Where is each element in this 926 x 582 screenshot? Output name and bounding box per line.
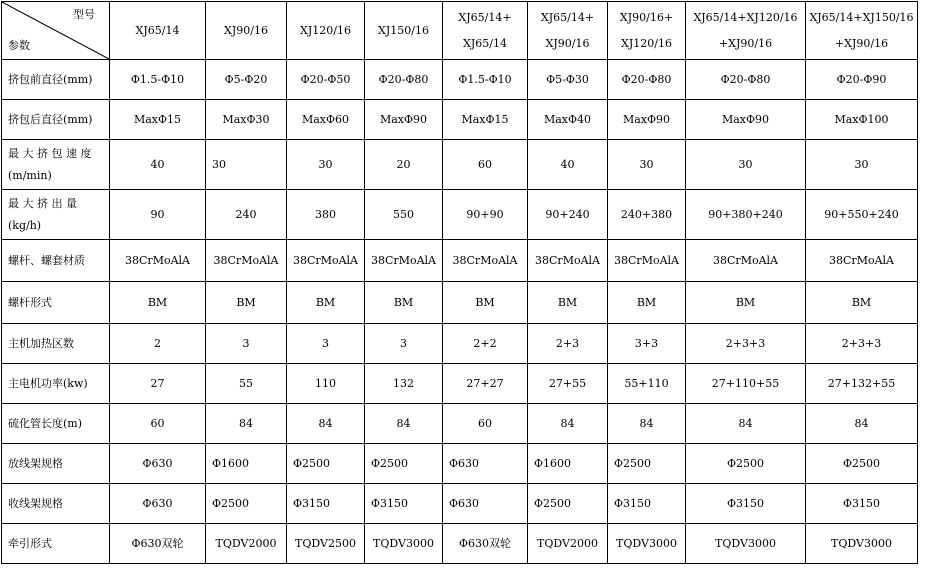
model-header-cell bbox=[206, 2, 287, 60]
value-cell: BM bbox=[110, 282, 206, 324]
value-cell: 84 bbox=[365, 404, 443, 444]
param-label-cell bbox=[2, 282, 110, 324]
value-cell: Φ630 bbox=[443, 484, 528, 524]
model-header-cell bbox=[287, 2, 365, 60]
param-label-cell bbox=[2, 100, 110, 140]
value-cell: TQDV3000 bbox=[806, 524, 918, 564]
value-cell: TQDV2000 bbox=[206, 524, 287, 564]
value-cell: Φ2500 bbox=[528, 484, 608, 524]
param-unit: (m/min) bbox=[8, 168, 52, 182]
param-label-cell bbox=[2, 324, 110, 364]
value-cell: Φ20-Φ80 bbox=[608, 60, 686, 100]
value-cell: MaxΦ15 bbox=[110, 100, 206, 140]
model-header-cell bbox=[806, 2, 918, 60]
value-cell: 38CrMoAlA bbox=[528, 240, 608, 282]
value-cell: BM bbox=[443, 282, 528, 324]
value-cell: 84 bbox=[206, 404, 287, 444]
value-cell: Φ630 bbox=[110, 484, 206, 524]
value-cell: Φ630 bbox=[443, 444, 528, 484]
value-cell: 55+110 bbox=[608, 364, 686, 404]
value-cell: Φ20-Φ90 bbox=[806, 60, 918, 100]
value-cell: Φ2500 bbox=[206, 484, 287, 524]
value-cell: Φ3150 bbox=[608, 484, 686, 524]
value-cell: MaxΦ30 bbox=[206, 100, 287, 140]
value-cell: 38CrMoAlA bbox=[287, 240, 365, 282]
model-header-cell bbox=[608, 2, 686, 60]
value-cell: 90 bbox=[110, 190, 206, 240]
value-cell: TQDV3000 bbox=[365, 524, 443, 564]
table-row bbox=[2, 484, 918, 524]
value-cell: 110 bbox=[287, 364, 365, 404]
model-header-cell bbox=[365, 2, 443, 60]
value-cell: BM bbox=[528, 282, 608, 324]
value-cell: 30 bbox=[287, 140, 365, 190]
model-header-cell bbox=[443, 2, 528, 60]
param-label: 挤包前直径(mm) bbox=[8, 72, 93, 86]
value-cell: 3 bbox=[365, 324, 443, 364]
param-label: 螺杆形式 bbox=[8, 295, 52, 309]
value-cell: 38CrMoAlA bbox=[686, 240, 806, 282]
model-name-line1: XJ65/14+ bbox=[458, 10, 512, 24]
table-row bbox=[2, 282, 918, 324]
value-cell: 38CrMoAlA bbox=[443, 240, 528, 282]
value-cell: TQDV3000 bbox=[686, 524, 806, 564]
model-name-line2: XJ65/14 bbox=[463, 36, 507, 50]
value-cell: 38CrMoAlA bbox=[608, 240, 686, 282]
value-cell: Φ1600 bbox=[206, 444, 287, 484]
param-unit: (kg/h) bbox=[8, 218, 42, 232]
value-cell: Φ1.5-Φ10 bbox=[110, 60, 206, 100]
corner-model-label: 型号 bbox=[73, 8, 95, 21]
value-cell: Φ2500 bbox=[287, 444, 365, 484]
model-name-line1: XJ65/14+XJ120/16 bbox=[693, 10, 798, 24]
value-cell: Φ2500 bbox=[365, 444, 443, 484]
value-cell: TQDV3000 bbox=[608, 524, 686, 564]
value-cell: 27+110+55 bbox=[686, 364, 806, 404]
param-label: 放线架规格 bbox=[8, 456, 63, 470]
value-cell: 27 bbox=[110, 364, 206, 404]
table-row bbox=[2, 404, 918, 444]
param-label: 硫化管长度(m) bbox=[8, 416, 83, 430]
value-cell: MaxΦ90 bbox=[608, 100, 686, 140]
value-cell: BM bbox=[206, 282, 287, 324]
value-cell: Φ20-Φ50 bbox=[287, 60, 365, 100]
value-cell: Φ1.5-Φ10 bbox=[443, 60, 528, 100]
value-cell: Φ1600 bbox=[528, 444, 608, 484]
model-name-line2: XJ120/16 bbox=[621, 36, 672, 50]
corner-header-cell bbox=[2, 2, 110, 60]
value-cell: Φ3150 bbox=[287, 484, 365, 524]
value-cell: 90+90 bbox=[443, 190, 528, 240]
table-row bbox=[2, 364, 918, 404]
param-label-cell bbox=[2, 140, 110, 190]
value-cell: MaxΦ15 bbox=[443, 100, 528, 140]
model-header-cell bbox=[110, 2, 206, 60]
value-cell: 90+550+240 bbox=[806, 190, 918, 240]
value-cell: MaxΦ90 bbox=[686, 100, 806, 140]
value-cell: 84 bbox=[806, 404, 918, 444]
value-cell: Φ20-Φ80 bbox=[365, 60, 443, 100]
value-cell: 2 bbox=[110, 324, 206, 364]
value-cell: 60 bbox=[443, 140, 528, 190]
model-name-line1: XJ65/14+XJ150/16 bbox=[809, 10, 914, 24]
value-cell: 40 bbox=[110, 140, 206, 190]
param-label: 主机加热区数 bbox=[8, 336, 74, 350]
value-cell: 3 bbox=[206, 324, 287, 364]
value-cell: TQDV2000 bbox=[528, 524, 608, 564]
value-cell: 30 bbox=[806, 140, 918, 190]
value-cell: MaxΦ40 bbox=[528, 100, 608, 140]
table-row bbox=[2, 60, 918, 100]
model-name-line2: XJ90/16 bbox=[545, 36, 590, 50]
param-label: 螺杆、螺套材质 bbox=[8, 253, 85, 267]
value-cell: 3+3 bbox=[608, 324, 686, 364]
value-cell: BM bbox=[365, 282, 443, 324]
param-label-cell bbox=[2, 60, 110, 100]
value-cell: BM bbox=[287, 282, 365, 324]
value-cell: 30 bbox=[608, 140, 686, 190]
value-cell: 132 bbox=[365, 364, 443, 404]
model-name-line1: XJ150/16 bbox=[378, 23, 429, 37]
param-label-cell bbox=[2, 484, 110, 524]
value-cell: 27+132+55 bbox=[806, 364, 918, 404]
value-cell: BM bbox=[608, 282, 686, 324]
spec-table bbox=[1, 1, 918, 564]
value-cell: 550 bbox=[365, 190, 443, 240]
table-row bbox=[2, 190, 918, 240]
value-cell: 90+240 bbox=[528, 190, 608, 240]
value-cell: 38CrMoAlA bbox=[365, 240, 443, 282]
header-row bbox=[2, 2, 918, 60]
value-cell: MaxΦ90 bbox=[365, 100, 443, 140]
table-row bbox=[2, 444, 918, 484]
model-name-line1: XJ90/16 bbox=[224, 23, 268, 37]
table-row bbox=[2, 240, 918, 282]
value-cell: 240+380 bbox=[608, 190, 686, 240]
value-cell: Φ2500 bbox=[608, 444, 686, 484]
value-cell: Φ5-Φ20 bbox=[206, 60, 287, 100]
model-name-line2: +XJ90/16 bbox=[718, 36, 773, 50]
value-cell: MaxΦ60 bbox=[287, 100, 365, 140]
param-label: 最 大 挤 出 量 bbox=[8, 196, 77, 210]
value-cell: 84 bbox=[528, 404, 608, 444]
value-cell: Φ2500 bbox=[686, 444, 806, 484]
value-cell: 2+3+3 bbox=[686, 324, 806, 364]
value-cell: Φ5-Φ30 bbox=[528, 60, 608, 100]
value-cell: 2+3+3 bbox=[806, 324, 918, 364]
param-label: 牵引形式 bbox=[8, 536, 52, 550]
value-cell: 38CrMoAlA bbox=[206, 240, 287, 282]
value-cell: 84 bbox=[287, 404, 365, 444]
value-cell: 20 bbox=[365, 140, 443, 190]
value-cell: 84 bbox=[686, 404, 806, 444]
param-label: 挤包后直径(mm) bbox=[8, 112, 93, 126]
value-cell: BM bbox=[686, 282, 806, 324]
value-cell: BM bbox=[806, 282, 918, 324]
param-label-cell bbox=[2, 240, 110, 282]
value-cell: Φ630双轮 bbox=[110, 524, 206, 564]
value-cell: 380 bbox=[287, 190, 365, 240]
value-cell: 55 bbox=[206, 364, 287, 404]
value-cell: 27+55 bbox=[528, 364, 608, 404]
value-cell: 3 bbox=[287, 324, 365, 364]
value-cell: 60 bbox=[110, 404, 206, 444]
model-header-cell bbox=[528, 2, 608, 60]
value-cell: Φ3150 bbox=[806, 484, 918, 524]
value-cell: 38CrMoAlA bbox=[110, 240, 206, 282]
value-cell: 2+2 bbox=[443, 324, 528, 364]
param-label-cell bbox=[2, 404, 110, 444]
value-cell: Φ630 bbox=[110, 444, 206, 484]
value-cell: Φ630双轮 bbox=[443, 524, 528, 564]
model-name-line1: XJ65/14 bbox=[135, 23, 180, 37]
value-cell: Φ2500 bbox=[806, 444, 918, 484]
value-cell: Φ3150 bbox=[365, 484, 443, 524]
value-cell: 40 bbox=[528, 140, 608, 190]
value-cell: 240 bbox=[206, 190, 287, 240]
param-label: 最 大 挤 包 速 度 bbox=[8, 146, 92, 160]
value-cell: 27+27 bbox=[443, 364, 528, 404]
model-name-line1: XJ90/16+ bbox=[619, 10, 674, 24]
value-cell: 38CrMoAlA bbox=[806, 240, 918, 282]
value-cell: Φ20-Φ80 bbox=[686, 60, 806, 100]
table-row bbox=[2, 524, 918, 564]
model-name-line1: XJ65/14+ bbox=[540, 10, 595, 24]
param-label-cell bbox=[2, 524, 110, 564]
param-label: 收线架规格 bbox=[8, 496, 63, 510]
value-cell: 60 bbox=[443, 404, 528, 444]
value-cell: 30 bbox=[206, 140, 287, 190]
table-row bbox=[2, 324, 918, 364]
param-label-cell bbox=[2, 364, 110, 404]
value-cell: Φ3150 bbox=[686, 484, 806, 524]
model-name-line2: +XJ90/16 bbox=[834, 36, 889, 50]
model-header-cell bbox=[686, 2, 806, 60]
value-cell: TQDV2500 bbox=[287, 524, 365, 564]
value-cell: 84 bbox=[608, 404, 686, 444]
param-label-cell bbox=[2, 444, 110, 484]
value-cell: 2+3 bbox=[528, 324, 608, 364]
table-row bbox=[2, 100, 918, 140]
corner-param-label: 参数 bbox=[8, 39, 30, 52]
value-cell: MaxΦ100 bbox=[806, 100, 918, 140]
value-cell: 90+380+240 bbox=[686, 190, 806, 240]
param-label: 主电机功率(kw) bbox=[8, 376, 88, 390]
table-row bbox=[2, 140, 918, 190]
param-label-cell bbox=[2, 190, 110, 240]
value-cell: 30 bbox=[686, 140, 806, 190]
model-name-line1: XJ120/16 bbox=[300, 23, 351, 37]
